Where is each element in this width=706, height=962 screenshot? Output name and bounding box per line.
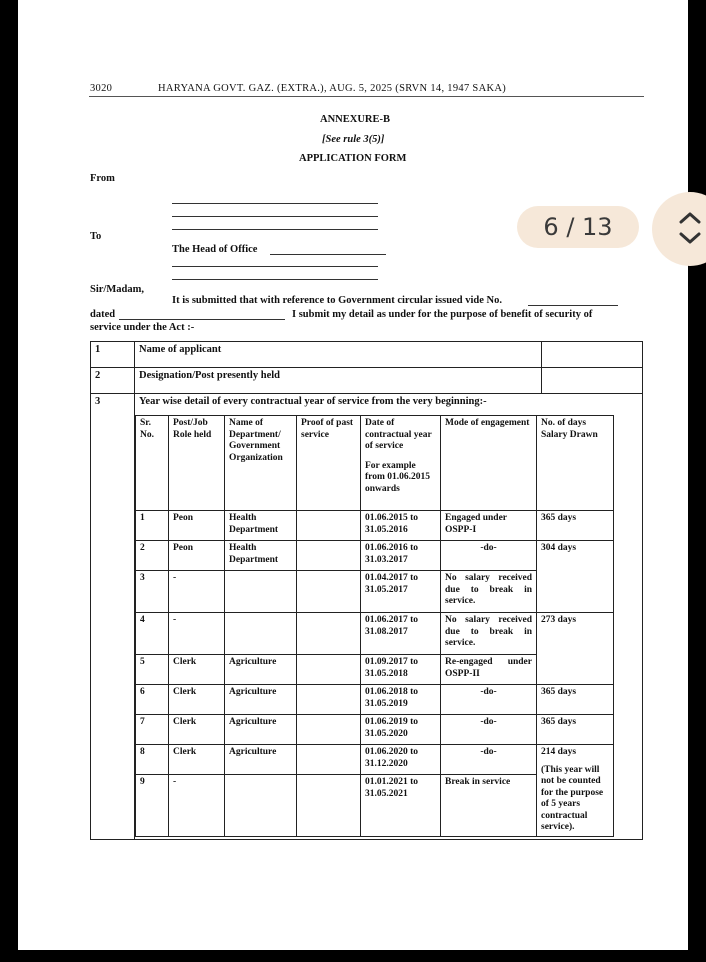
cell-post: Clerk (169, 685, 225, 715)
row-number: 2 (91, 368, 135, 394)
cell-proof (297, 655, 361, 685)
page-indicator-badge (517, 206, 639, 248)
header-days: No. of days Salary Drawn (537, 416, 614, 511)
from-line (172, 229, 378, 230)
application-form-table (90, 341, 643, 840)
detail-row (136, 511, 614, 541)
salutation: Sir/Madam, (90, 284, 144, 295)
header-mode: Mode of engagement (441, 416, 537, 511)
cell-sr: 3 (136, 571, 169, 613)
row-value[interactable] (542, 342, 643, 368)
cell-post: - (169, 775, 225, 837)
cell-dept: Agriculture (225, 655, 297, 685)
cell-date: 01.06.2016 to 31.03.2017 (361, 541, 441, 571)
cell-dept (225, 571, 297, 613)
cell-date: 01.01.2021 to 31.05.2021 (361, 775, 441, 837)
row-number: 1 (91, 342, 135, 368)
cell-sr: 4 (136, 613, 169, 655)
cell-post: Clerk (169, 745, 225, 775)
cell-dept (225, 775, 297, 837)
cell-dept: Health Department (225, 511, 297, 541)
cell-dept: Agriculture (225, 715, 297, 745)
cell-post: - (169, 571, 225, 613)
cell-date: 01.04.2017 to 31.05.2017 (361, 571, 441, 613)
cell-days-value: 214 days (541, 747, 577, 757)
to-label: To (90, 231, 102, 242)
cell-sr: 1 (136, 511, 169, 541)
cell-date: 01.06.2018 to 31.05.2019 (361, 685, 441, 715)
cell-post: Clerk (169, 715, 225, 745)
from-line (172, 203, 378, 204)
header-date-text: Date of contractual year of service (365, 418, 432, 451)
dated-line (119, 319, 285, 320)
page-number: 3020 (90, 83, 113, 94)
cell-proof (297, 685, 361, 715)
cell-mode: -do- (441, 541, 537, 571)
header-dept: Name of Department/ Government Organization (225, 416, 297, 511)
cell-days: 365 days (537, 715, 614, 745)
header-date-example: For example from 01.06.2015 onwards (365, 460, 430, 494)
header-post: Post/Job Role held (169, 416, 225, 511)
cell-mode: -do- (441, 745, 537, 775)
cell-proof (297, 511, 361, 541)
days-note: (This year will not be counted for the purpose of 5 years contractual service). (541, 764, 604, 832)
cell-proof (297, 571, 361, 613)
body-line-2: I submit my detail as under for the purpose of benefit of security of (292, 309, 593, 320)
cell-dept: Agriculture (225, 745, 297, 775)
form-title: APPLICATION FORM (299, 153, 407, 164)
circular-no-line (528, 305, 618, 306)
cell-sr: 2 (136, 541, 169, 571)
cell-sr: 7 (136, 715, 169, 745)
cell-post: Peon (169, 511, 225, 541)
cell-proof (297, 613, 361, 655)
cell-days: 304 days (537, 541, 614, 613)
detail-row (136, 613, 614, 655)
cell-dept: Agriculture (225, 685, 297, 715)
cell-post: Peon (169, 541, 225, 571)
header-proof: Proof of past service (297, 416, 361, 511)
rule-reference: [See rule 3(5)] (322, 134, 385, 145)
cell-days: 273 days (537, 613, 614, 685)
row-label: Designation/Post presently held (135, 368, 542, 394)
document-page (18, 0, 688, 950)
cell-sr: 9 (136, 775, 169, 837)
to-line (172, 279, 378, 280)
detail-row (136, 541, 614, 571)
cell-mode: -do- (441, 715, 537, 745)
cell-date: 01.06.2015 to 31.05.2016 (361, 511, 441, 541)
head-of-office: The Head of Office (172, 244, 258, 255)
page-indicator: 6 / 13 (543, 213, 613, 241)
cell-proof (297, 541, 361, 571)
cell-mode: No salary received due to break in service. (441, 571, 537, 613)
form-row (91, 342, 643, 368)
to-line (172, 266, 378, 267)
header-date (361, 416, 441, 511)
detail-row (136, 745, 614, 775)
cell-proof (297, 775, 361, 837)
cell-date: 01.06.2020 to 31.12.2020 (361, 745, 441, 775)
cell-post: - (169, 613, 225, 655)
dated-label: dated (90, 309, 116, 320)
cell-mode: No salary received due to break in service. (441, 613, 537, 655)
chevron-up-down-icon (678, 210, 702, 246)
row-number: 3 (91, 394, 135, 840)
detail-row (136, 685, 614, 715)
cell-mode: -do- (441, 685, 537, 715)
cell-sr: 5 (136, 655, 169, 685)
cell-post: Clerk (169, 655, 225, 685)
detail-header-row (136, 416, 614, 511)
form-row (91, 368, 643, 394)
cell-dept: Health Department (225, 541, 297, 571)
row-label: Name of applicant (135, 342, 542, 368)
row-label: Year wise detail of every contractual year of service from the very beginning:- (139, 396, 487, 407)
cell-proof (297, 715, 361, 745)
annexure-title: ANNEXURE-B (320, 114, 391, 125)
header-sr: Sr. No. (136, 416, 169, 511)
gazette-header: HARYANA GOVT. GAZ. (EXTRA.), AUG. 5, 2025 (SRVN 14, 1947 SAKA) (158, 83, 507, 94)
cell-date: 01.06.2019 to 31.05.2020 (361, 715, 441, 745)
header-rule (89, 96, 644, 97)
cell-mode: Break in service (441, 775, 537, 837)
cell-proof (297, 745, 361, 775)
detail-row (136, 715, 614, 745)
head-office-line (270, 254, 386, 255)
service-detail-table (135, 415, 614, 837)
body-line-1: It is submitted that with reference to Government circular issued vide No. (172, 295, 502, 306)
cell-dept (225, 613, 297, 655)
body-line-3: service under the Act :- (90, 322, 195, 333)
from-label: From (90, 173, 115, 184)
cell-mode: Re-engaged under OSPP-II (441, 655, 537, 685)
row-value[interactable] (542, 368, 643, 394)
cell-date: 01.09.2017 to 31.05.2018 (361, 655, 441, 685)
cell-date: 01.06.2017 to 31.08.2017 (361, 613, 441, 655)
cell-sr: 8 (136, 745, 169, 775)
cell-days: 365 days (537, 685, 614, 715)
cell-mode: Engaged under OSPP-I (441, 511, 537, 541)
form-row (91, 394, 643, 840)
cell-sr: 6 (136, 685, 169, 715)
from-line (172, 216, 378, 217)
cell-days (537, 745, 614, 837)
cell-days: 365 days (537, 511, 614, 541)
